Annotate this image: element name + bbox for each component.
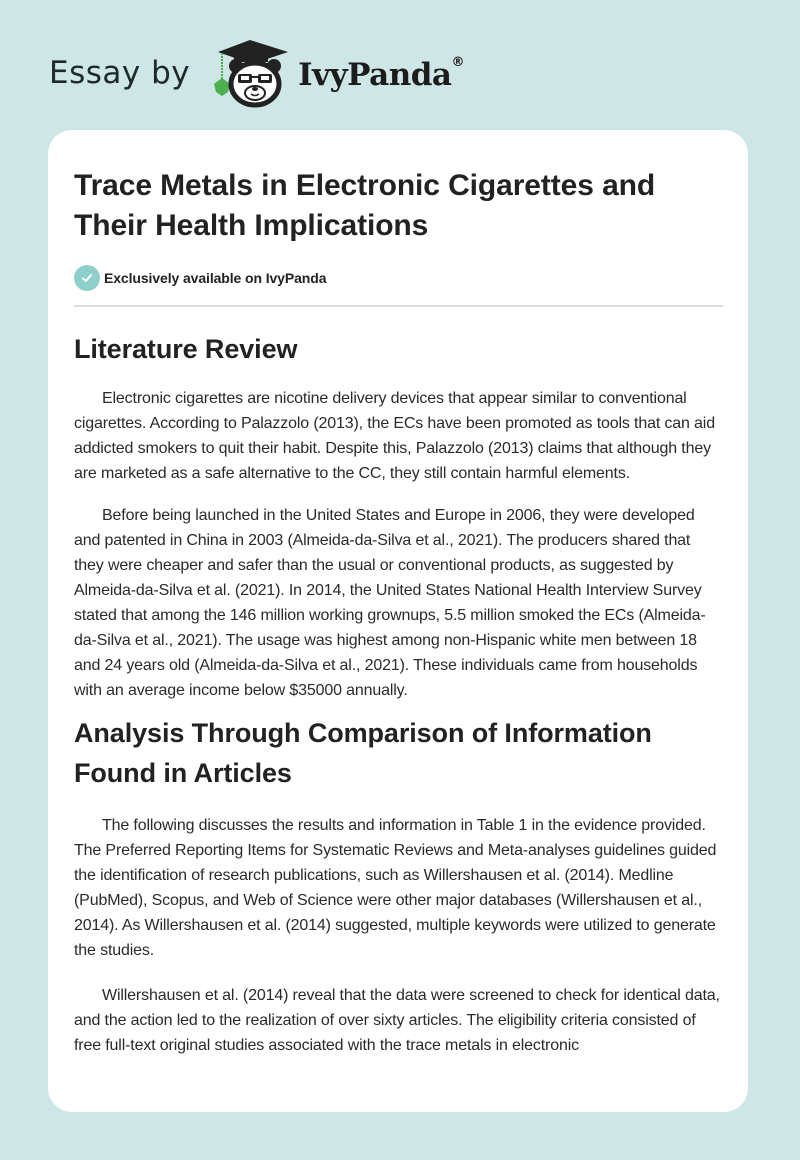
paragraph: Electronic cigarettes are nicotine delivery devices that appear similar to conventional cigarettes. According to Palazzolo (2013), the ECs have been promoted as tools that can aid addicted smokers to quit their habit. Despite this, Palazzolo (2013) claims that although they are marketed as a safe alternative to the CC, they still contain harmful elements.	[74, 390, 715, 482]
essay-by-label: Essay by	[49, 54, 191, 91]
paragraph: The following discusses the results and information in Table 1 in the evidence provided. The Preferred Reporting Items for Systematic Reviews and Meta-analyses guidelines guided the identification of research publications, such as Willershausen et al. (2014). Medline (PubMed), Scopus, and Web of Science were other major databases (Willershausen et al., 2014). As Willershausen et al. (2014) suggested, multiple keywords were utilized to generate the studies.	[74, 817, 717, 959]
section-heading-literature-review: Literature Review	[74, 334, 298, 364]
site-header	[0, 0, 800, 130]
brand-name: IvyPanda®	[298, 55, 465, 93]
section-heading-analysis: Analysis Through Comparison of Information Found in Articles	[74, 718, 652, 788]
check-circle-icon	[74, 265, 100, 291]
registered-mark: ®	[451, 55, 465, 70]
essay-card	[48, 130, 748, 1112]
exclusive-badge	[74, 264, 722, 292]
divider	[74, 305, 723, 307]
exclusive-text: Exclusively available on IvyPanda	[104, 270, 327, 286]
panda-graduation-cap-icon	[208, 36, 292, 108]
essay-title: Trace Metals in Electronic Cigarettes and Their Health Implications	[74, 169, 656, 242]
paragraph: Before being launched in the United States and Europe in 2006, they were developed and patented in China in 2003 (Almeida-da-Silva et al., 2021). The producers shared that they were cheaper and safer than the usual or conventional products, as suggested by Almeida-da-Silva et al. (2021). In 2014, the United States National Health Interview Survey stated that among the 146 million working grownups, 5.5 million smoked the ECs (Almeida-da-Silva et al., 2021). The usage was highest among non-Hispanic white men between 18 and 24 years old (Almeida-da-Silva et al., 2021). These individuals came from households with an average income below $35000 annually.	[74, 507, 706, 699]
paragraph: Willershausen et al. (2014) reveal that the data were screened to check for identical data, and the action led to the realization of over sixty articles. The eligibility criteria consisted of free full-text original studies associated with the trace metals in electronic	[74, 987, 720, 1054]
brand-logo-link[interactable]	[49, 36, 464, 108]
